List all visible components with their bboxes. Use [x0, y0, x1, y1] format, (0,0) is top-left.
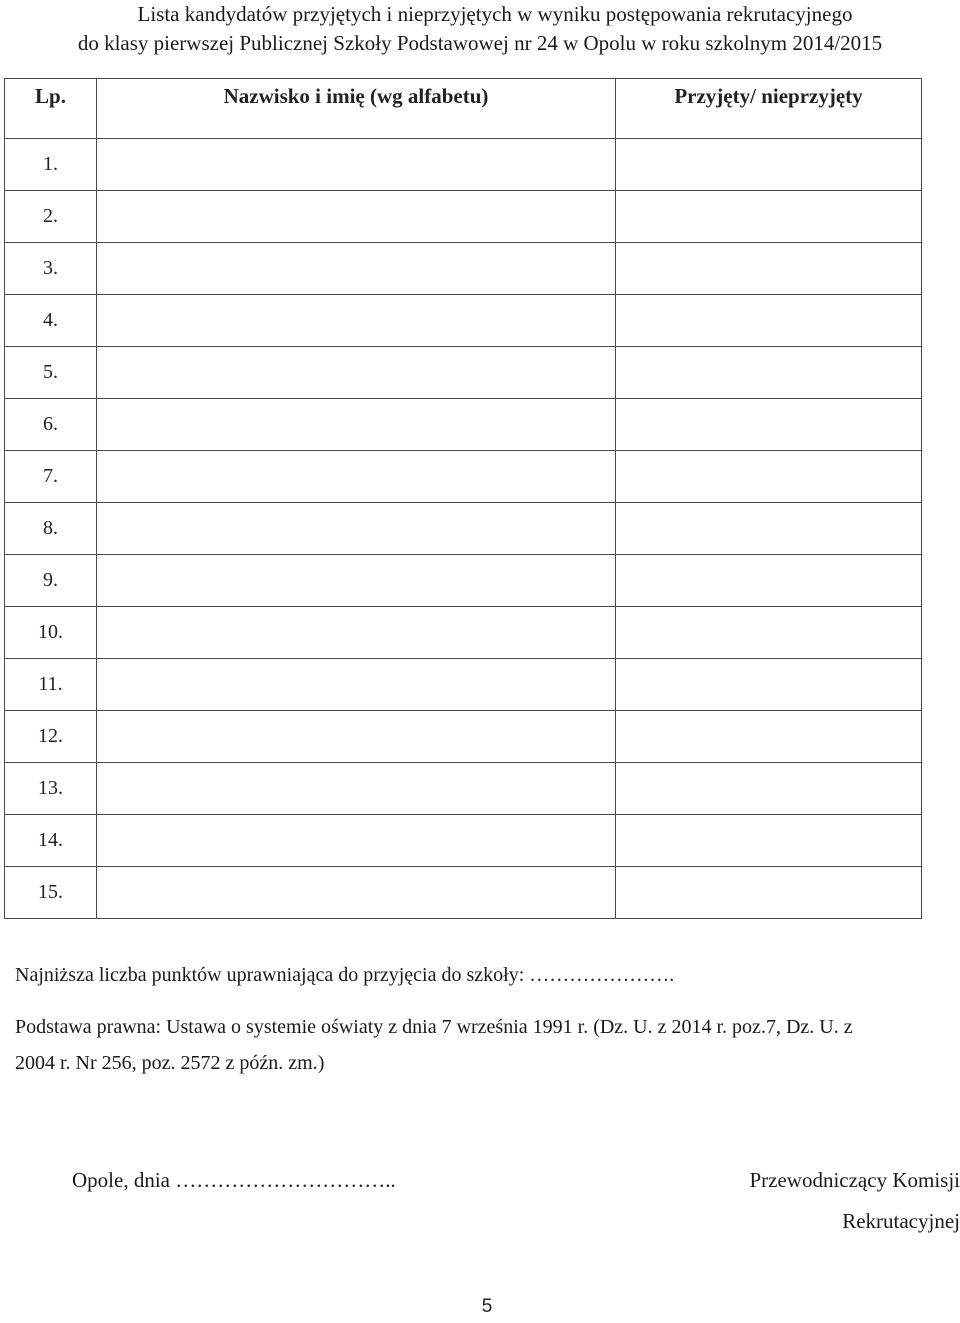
name-cell — [97, 815, 616, 867]
column-header-lp: Lp. — [5, 79, 97, 139]
candidates-table — [4, 78, 922, 919]
row-number-cell: 4. — [5, 295, 97, 347]
status-cell — [616, 711, 922, 763]
name-cell — [97, 451, 616, 503]
name-cell — [97, 555, 616, 607]
status-cell — [616, 659, 922, 711]
status-cell — [616, 555, 922, 607]
row-number-cell: 13. — [5, 763, 97, 815]
table-row — [5, 607, 922, 659]
min-points-line: Najniższa liczba punktów uprawniająca do przyjęcia do szkoły: …………………. — [15, 964, 675, 986]
table-row — [5, 347, 922, 399]
status-cell — [616, 243, 922, 295]
title-line-1: Lista kandydatów przyjętych i nieprzyjętych w wyniku postępowania rekrutacyjnego — [137, 2, 853, 26]
table-row — [5, 867, 922, 919]
status-cell — [616, 503, 922, 555]
table-row — [5, 399, 922, 451]
status-cell — [616, 399, 922, 451]
column-header-name: Nazwisko i imię (wg alfabetu) — [97, 79, 616, 139]
status-cell — [616, 139, 922, 191]
table-row — [5, 191, 922, 243]
name-cell — [97, 139, 616, 191]
row-number-cell: 5. — [5, 347, 97, 399]
document-title — [0, 0, 960, 58]
row-number-cell: 12. — [5, 711, 97, 763]
row-number-cell: 7. — [5, 451, 97, 503]
row-number-cell: 15. — [5, 867, 97, 919]
status-cell — [616, 347, 922, 399]
row-number-cell: 6. — [5, 399, 97, 451]
table-row — [5, 555, 922, 607]
table-row — [5, 711, 922, 763]
table-header-row — [5, 79, 922, 139]
row-number-cell: 1. — [5, 139, 97, 191]
status-cell — [616, 451, 922, 503]
name-cell — [97, 243, 616, 295]
name-cell — [97, 191, 616, 243]
name-cell — [97, 503, 616, 555]
name-cell — [97, 763, 616, 815]
name-cell — [97, 347, 616, 399]
table-row — [5, 763, 922, 815]
table-row — [5, 451, 922, 503]
row-number-cell: 11. — [5, 659, 97, 711]
signature-role-line-1: Przewodniczący Komisji — [749, 1168, 960, 1192]
status-cell — [616, 867, 922, 919]
table-row — [5, 243, 922, 295]
table-row — [5, 815, 922, 867]
row-number-cell: 10. — [5, 607, 97, 659]
table-row — [5, 503, 922, 555]
table-row — [5, 659, 922, 711]
signature-role-line-2: Rekrutacyjnej — [842, 1209, 960, 1233]
table-row — [5, 295, 922, 347]
row-number-cell: 9. — [5, 555, 97, 607]
status-cell — [616, 607, 922, 659]
name-cell — [97, 711, 616, 763]
status-cell — [616, 295, 922, 347]
row-number-cell: 3. — [5, 243, 97, 295]
status-cell — [616, 815, 922, 867]
table-row — [5, 139, 922, 191]
row-number-cell: 8. — [5, 503, 97, 555]
name-cell — [97, 867, 616, 919]
name-cell — [97, 607, 616, 659]
page-number: 5 — [481, 1296, 493, 1317]
name-cell — [97, 399, 616, 451]
legal-basis-line-2: 2004 r. Nr 256, poz. 2572 z późn. zm.) — [15, 1052, 325, 1074]
name-cell — [97, 659, 616, 711]
title-line-2: do klasy pierwszej Publicznej Szkoły Podstawowej nr 24 w Opolu w roku szkolnym 2014/2015 — [77, 31, 883, 55]
row-number-cell: 2. — [5, 191, 97, 243]
name-cell — [97, 295, 616, 347]
column-header-status: Przyjęty/ nieprzyjęty — [616, 79, 922, 139]
row-number-cell: 14. — [5, 815, 97, 867]
place-date-line: Opole, dnia ………………………….. — [72, 1168, 396, 1192]
status-cell — [616, 763, 922, 815]
status-cell — [616, 191, 922, 243]
legal-basis-line-1: Podstawa prawna: Ustawa o systemie oświaty z dnia 7 września 1991 r. (Dz. U. z 2014 r. poz.7, Dz. U. z — [15, 1016, 853, 1038]
